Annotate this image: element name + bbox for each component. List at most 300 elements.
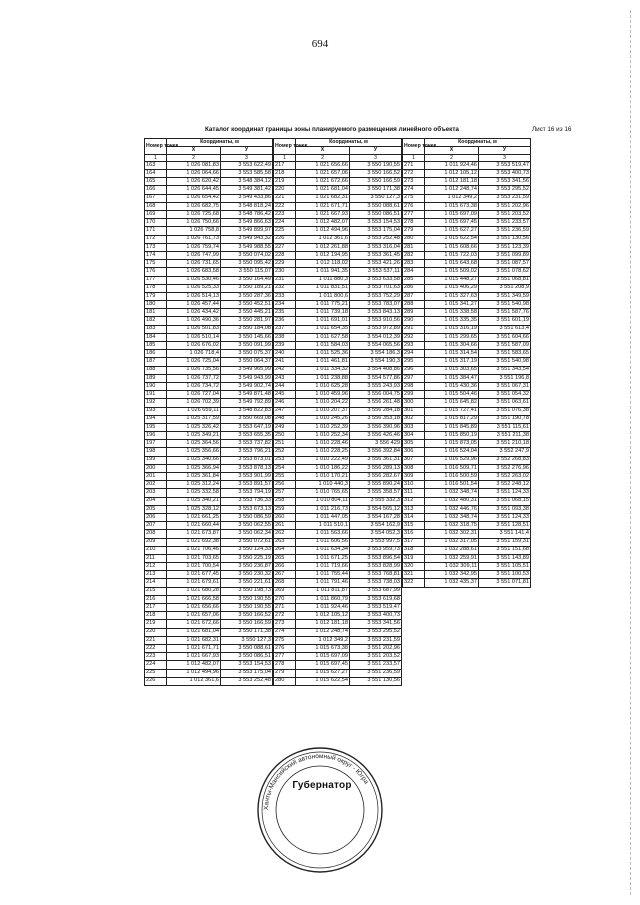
coord-x: 1 012 248,74 [425,186,479,194]
table-row [145,309,273,317]
coord-y: 3 553 400,73 [350,612,402,620]
coord-x: 1 025 326,42 [167,423,221,431]
coord-x: 1 012 261,88 [296,243,350,251]
coord-y: 3 550 064,37 [221,358,273,366]
coord-x: 1 010 186,22 [296,464,350,472]
table-row [274,235,402,243]
coord-y: 3 555 890,24 [350,481,402,489]
table-row [145,276,273,284]
point-number: 228 [274,251,296,259]
coord-y: 3 551 159,31 [479,538,531,546]
coord-x: 1 015 316,19 [425,325,479,333]
coord-y: 3 551 236,59 [479,227,531,235]
table-row [403,309,531,317]
point-number: 234 [274,301,296,309]
point-number: 196 [145,432,167,440]
point-number: 170 [145,219,167,227]
coord-y: 3 551 124,33 [479,513,531,521]
coord-x: 1 012 482,07 [167,661,221,669]
table-row [145,391,273,399]
table-row [274,366,402,374]
table-row [403,554,531,562]
point-number: 254 [274,464,296,472]
table-row [274,350,402,358]
table-row [145,620,273,628]
coord-x: 1 016 501,54 [425,481,479,489]
point-number: 285 [403,276,425,284]
coord-y: 3 551 203,52 [479,211,531,219]
coord-y: 3 550 225,19 [221,554,273,562]
point-number: 165 [145,178,167,186]
point-number: 277 [403,211,425,219]
point-number: 293 [403,342,425,350]
point-number: 166 [145,186,167,194]
table-row [274,505,402,513]
index-3: 3 [350,155,402,162]
point-number: 311 [403,489,425,497]
point-number: 301 [403,407,425,415]
table-row [145,342,273,350]
point-number: 307 [403,456,425,464]
coord-y: 3 548 822,83 [221,407,273,415]
point-number: 274 [274,628,296,636]
coord-x: 1 021 700,54 [167,563,221,571]
coord-y: 3 551 202,96 [479,202,531,210]
coord-x: 1 021 656,66 [167,604,221,612]
coord-y: 3 553 341,56 [350,620,402,628]
coord-y: 3 553 295,52 [479,186,531,194]
coord-y: 3 550 171,38 [350,186,402,194]
point-number: 236 [274,317,296,325]
coord-x: 1 015 673,38 [296,644,350,652]
table-row [403,391,531,399]
table-row [403,448,531,456]
coord-y: 3 551 054,32 [479,391,531,399]
point-number: 255 [274,473,296,481]
point-number: 225 [274,227,296,235]
point-number: 202 [145,481,167,489]
coord-x: 1 021 660,44 [167,522,221,530]
point-number: 179 [145,292,167,300]
table-row [274,309,402,317]
table-row [403,440,531,448]
coord-x: 1 011 691,01 [296,317,350,325]
coord-x: 1 015 303,65 [425,366,479,374]
table-row [145,612,273,620]
coord-y: 3 550 452,51 [221,301,273,309]
table-row [145,669,273,677]
coord-x: 1 025 349,21 [167,432,221,440]
coord-x: 1 032 342,95 [425,571,479,579]
point-number: 296 [403,366,425,374]
coord-x: 1 011 800,6 [296,292,350,300]
coord-x: 1 012 494,96 [296,227,350,235]
table-row [274,178,402,186]
header-point: Номер точек [403,139,425,155]
table-row [145,546,273,554]
coord-y: 3 553 997,5 [350,538,402,546]
coord-x: 1 021 681,04 [167,628,221,636]
coord-x: 1 015 643,68 [425,260,479,268]
point-number: 198 [145,448,167,456]
coord-y: 3 551 124,33 [479,489,531,497]
table-row [274,579,402,587]
coord-y: 3 550 230,32 [221,571,273,579]
coord-x: 1 012 349,2 [296,636,350,644]
table-row [274,546,402,554]
point-number: 178 [145,284,167,292]
index-2: 2 [296,155,350,162]
point-number: 270 [274,595,296,603]
coord-x: 1 025 328,12 [167,505,221,513]
point-number: 303 [403,423,425,431]
table-row [403,415,531,423]
coord-y: 3 553 622,49 [221,161,273,169]
coord-x: 1 011 563,66 [296,530,350,538]
point-number: 219 [274,178,296,186]
table-row [145,554,273,562]
coord-y: 3 550 072,61 [221,538,273,546]
table-row [145,301,273,309]
coord-y: 3 554 577,86 [350,374,402,382]
coord-x: 1 026 490,36 [167,317,221,325]
point-number: 280 [274,677,296,685]
coord-y: 3 550 281,97 [221,317,273,325]
table-row [145,563,273,571]
table-row [145,473,273,481]
table-row [403,497,531,505]
coord-x: 1 012 361,6 [167,677,221,685]
table-row [274,440,402,448]
point-number: 291 [403,325,425,333]
table-row [403,432,531,440]
coord-x: 1 026 654,42 [167,194,221,202]
point-number: 220 [145,628,167,636]
table-row [274,456,402,464]
point-number: 176 [145,268,167,276]
table-row [145,170,273,178]
coord-x: 1 021 672,66 [167,620,221,628]
point-number: 230 [274,268,296,276]
coord-y: 3 553 633,58 [350,276,402,284]
point-number: 286 [403,284,425,292]
table-row [403,423,531,431]
coord-x: 1 025 366,94 [167,464,221,472]
coord-x: 1 015 608,66 [425,243,479,251]
coord-x: 1 021 667,93 [296,211,350,219]
coord-x: 1 015 673,38 [425,202,479,210]
coord-x: 1 011 334,32 [296,366,350,374]
point-number: 297 [403,374,425,382]
coord-x: 1 011 941,35 [296,268,350,276]
table-row [403,292,531,300]
point-number: 210 [145,546,167,554]
coord-x: 1 010 207,37 [296,407,350,415]
header-x: X [296,147,350,155]
coord-y: 3 550 166,59 [221,620,273,628]
point-number: 267 [274,571,296,579]
point-number: 211 [145,554,167,562]
table-row [145,415,273,423]
point-number: 225 [145,669,167,677]
coord-y: 3 551 141,4 [479,530,531,538]
coord-y: 3 551 105,51 [479,563,531,571]
coord-x: 1 015 622,54 [296,677,350,685]
coord-x: 1 025 332,58 [167,489,221,497]
point-number: 284 [403,268,425,276]
coord-y: 3 550 189,21 [221,284,273,292]
point-number: 295 [403,358,425,366]
coord-y: 3 553 619,68 [350,595,402,603]
point-number: 261 [274,522,296,530]
index-1: 1 [274,155,296,162]
coord-y: 3 553 361,45 [350,251,402,259]
coord-y: 3 553 736,33 [221,497,273,505]
index-2: 2 [425,155,479,162]
table-row [145,538,273,546]
table-row [274,325,402,333]
table-row [145,587,273,595]
coord-y: 3 553 154,53 [350,219,402,227]
table-row [274,677,402,685]
table-row [145,456,273,464]
coord-x: 1 011 461,81 [296,358,350,366]
point-number: 239 [274,342,296,350]
point-number: 319 [403,554,425,562]
point-number: 268 [274,579,296,587]
coord-x: 1 016 509,71 [425,464,479,472]
point-number: 306 [403,448,425,456]
table-row [145,579,273,587]
coord-y: 3 555 332,3 [350,497,402,505]
table-row [145,604,273,612]
point-number: 214 [145,579,167,587]
coord-x: 1 015 873,05 [425,440,479,448]
coord-y: 3 553 175,04 [221,669,273,677]
table-row [403,333,531,341]
table-row [274,276,402,284]
coord-x: 1 026 735,56 [167,366,221,374]
coord-y: 3 551 115,61 [479,423,531,431]
coord-y: 3 549 433,86 [221,194,273,202]
sheet-label: Лист 16 из 16 [532,126,572,133]
table-row [145,219,273,227]
coord-x: 1 015 317,19 [425,358,479,366]
table-row [403,211,531,219]
point-number: 201 [145,473,167,481]
table-row [403,251,531,259]
coord-x: 1 015 327,63 [425,292,479,300]
point-number: 174 [145,251,167,259]
table-row [274,260,402,268]
coord-x: 1 010 440,3 [296,481,350,489]
table-row [403,464,531,472]
coord-y: 3 551 068,81 [479,276,531,284]
table-row [403,382,531,390]
coord-y: 3 550 095,42 [221,260,273,268]
point-number: 226 [145,677,167,685]
point-number: 299 [403,391,425,399]
coord-y: 3 551 063,61 [479,399,531,407]
table-row [403,546,531,554]
coord-y: 3 554 186,3 [350,350,402,358]
coord-y: 3 551 078,62 [479,268,531,276]
table-title: Каталог координат границы зоны планируемого размещения линейного объекта [205,126,459,133]
coord-y: 3 553 796,21 [221,448,273,456]
coord-y: 3 550 145,66 [221,333,273,341]
point-number: 222 [145,644,167,652]
point-number: 206 [145,513,167,521]
table-row [403,268,531,276]
table-row [274,554,402,562]
coord-y: 3 553 316,04 [350,243,402,251]
coord-y: 3 552 247,9 [479,448,531,456]
coord-y: 3 551 190,78 [479,415,531,423]
point-number: 318 [403,546,425,554]
point-number: 244 [274,382,296,390]
point-number: 283 [403,260,425,268]
point-number: 257 [274,489,296,497]
coord-y: 3 550 074,02 [221,251,273,259]
coord-x: 1 011 654,35 [296,325,350,333]
coord-x: 1 021 671,71 [167,644,221,652]
table-row [145,530,273,538]
coord-y: 3 549 899,97 [221,227,273,235]
coord-y: 3 551 123,39 [479,243,531,251]
coord-x: 1 021 706,46 [167,546,221,554]
point-number: 246 [274,399,296,407]
coord-x: 1 032 446,76 [425,505,479,513]
coord-x: 1 010 245,26 [296,415,350,423]
point-number: 222 [274,202,296,210]
seal-ring-text: Ханты-Мансийский автономный округ - Югра [262,752,370,811]
coord-y: 3 550 086,51 [221,653,273,661]
coord-x: 1 015 406,29 [425,284,479,292]
coord-y: 3 551 210,18 [479,440,531,448]
coord-x: 1 011 627,58 [296,333,350,341]
point-number: 250 [274,432,296,440]
table-row [403,399,531,407]
point-number: 280 [403,235,425,243]
point-number: 312 [403,497,425,505]
table-row [145,661,273,669]
table-row [274,489,402,497]
table-row [403,170,531,178]
point-number: 271 [403,161,425,169]
point-number: 321 [403,571,425,579]
coord-y: 3 550 445,21 [221,309,273,317]
coord-y: 3 553 910,56 [350,317,402,325]
point-number: 300 [403,399,425,407]
coord-x: 1 012 118,02 [296,260,350,268]
table-row [403,481,531,489]
coord-y: 3 553 231,59 [350,636,402,644]
coord-x: 1 016 529,96 [425,456,479,464]
coord-y: 3 553 873,01 [221,456,273,464]
coord-x: 1 015 727,41 [425,407,479,415]
table-row [274,186,402,194]
coord-y: 3 550 190,55 [221,604,273,612]
header-point: Номер точек [145,139,167,155]
coord-y: 3 556 282,67 [350,473,402,481]
table-row [274,669,402,677]
table-row [274,415,402,423]
coord-y: 3 553 647,19 [221,423,273,431]
coord-x: 1 026 683,58 [167,268,221,276]
coord-y: 3 553 175,04 [350,227,402,235]
coord-y: 3 553 828,99 [350,563,402,571]
coord-x: 1 021 682,31 [296,194,350,202]
coord-x: 1 021 692,38 [167,538,221,546]
coord-y: 3 550 115,07 [221,268,273,276]
coord-x: 1 025 340,66 [167,456,221,464]
coord-y: 3 551 233,57 [479,219,531,227]
point-number: 243 [274,374,296,382]
coord-y: 3 555 243,93 [350,382,402,390]
coord-x: 1 021 680,28 [167,587,221,595]
table-row [274,194,402,202]
coord-y: 3 553 537,11 [350,268,402,276]
coord-x: 1 011 811,87 [296,587,350,595]
coord-y: 3 549 988,55 [221,243,273,251]
point-number: 229 [274,260,296,268]
coord-y: 3 553 655,35 [221,432,273,440]
point-number: 227 [274,243,296,251]
point-number: 220 [274,186,296,194]
coord-y: 3 556 353,18 [350,415,402,423]
point-number: 186 [145,350,167,358]
coord-y: 3 553 959,73 [350,546,402,554]
table-row [274,211,402,219]
table-row [403,178,531,186]
coord-x: 1 011 634,34 [296,546,350,554]
table-row [145,178,273,186]
coord-y: 3 551 540,98 [479,358,531,366]
point-number: 289 [403,309,425,317]
coord-x: 1 011 671,25 [296,554,350,562]
point-number: 272 [274,612,296,620]
header-point: Номер точек [274,139,296,155]
coord-y: 3 550 164,49 [221,276,273,284]
coord-x: 1 026 644,45 [167,186,221,194]
table-row [274,513,402,521]
coord-x: 1 010 228,25 [296,448,350,456]
point-number: 279 [274,669,296,677]
coord-y: 3 550 236,87 [221,563,273,571]
coord-y: 3 553 783,07 [350,301,402,309]
point-number: 242 [274,366,296,374]
point-number: 168 [145,202,167,210]
table-row [274,374,402,382]
point-number: 320 [403,563,425,571]
coord-x: 1 021 682,31 [167,636,221,644]
table-row [274,448,402,456]
coord-x: 1 026 457,44 [167,301,221,309]
coord-x: 1 011 791,46 [296,579,350,587]
coord-y: 3 556 261,48 [350,399,402,407]
header-y: У [350,147,402,155]
point-number: 294 [403,350,425,358]
point-number: 269 [274,587,296,595]
table-row [145,317,273,325]
header-y: У [221,147,273,155]
point-number: 302 [403,415,425,423]
coord-y: 3 550 075,37 [221,350,273,358]
coord-y: 3 550 184,08 [221,325,273,333]
point-number: 309 [403,473,425,481]
coord-y: 3 553 738,03 [350,579,402,587]
point-number: 240 [274,350,296,358]
